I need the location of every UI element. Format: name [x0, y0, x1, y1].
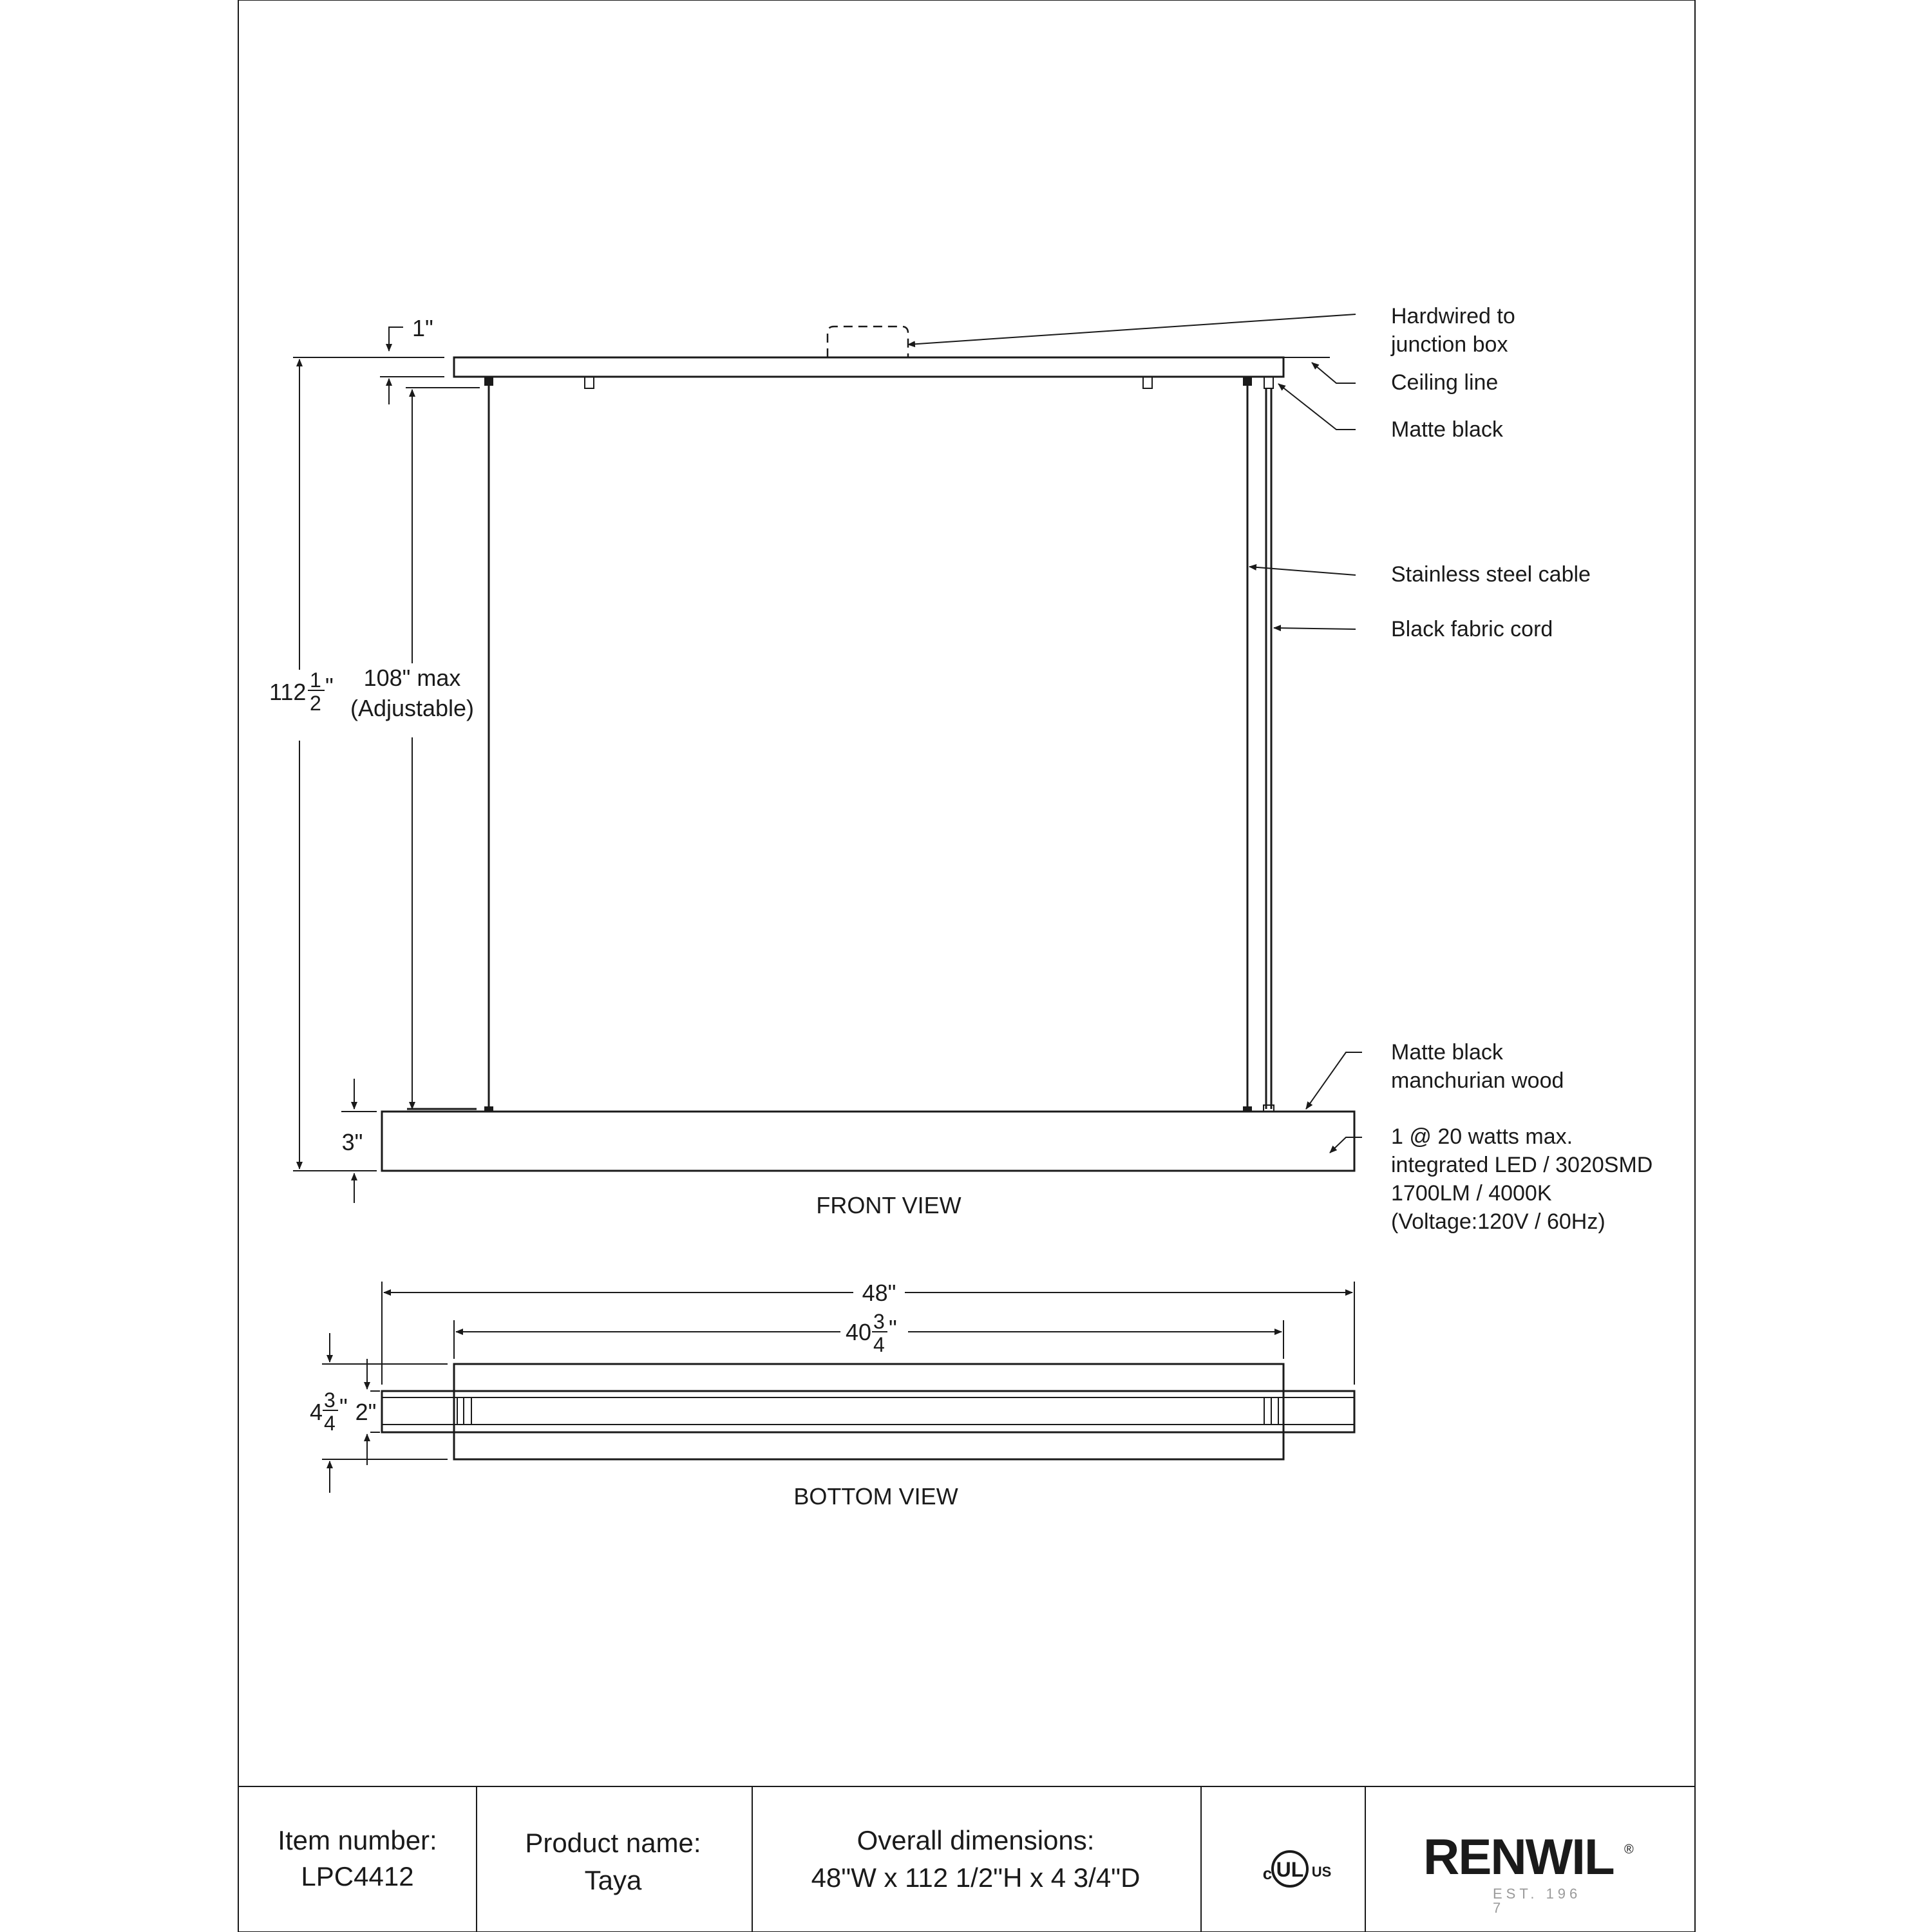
body-depth-dim: 2" [355, 1399, 377, 1425]
cable-length-dim: 108" max [363, 665, 461, 691]
canopy-width-unit: " [889, 1315, 897, 1341]
canopy-finish-callout: Matte black [1391, 417, 1503, 442]
led-spec-line1: 1 @ 20 watts max. [1391, 1124, 1573, 1149]
front-view-callouts [908, 304, 1653, 1234]
junction-box-callout-line2: junction box [1391, 332, 1508, 357]
led-spec-line3: 1700LM / 4000K [1391, 1181, 1552, 1206]
wood-finish-callout-line2: manchurian wood [1391, 1068, 1564, 1093]
body-height-dim: 3" [341, 1129, 363, 1155]
cord-callout: Black fabric cord [1391, 617, 1553, 641]
bottom-view-dimensions [310, 1280, 1354, 1493]
gripper-top-right [1243, 377, 1252, 386]
bottom-canopy [454, 1364, 1283, 1459]
bottom-view-label: BOTTOM VIEW [793, 1483, 958, 1510]
cul-us-certification-icon [1263, 1852, 1332, 1886]
canopy-width-whole: 40 [846, 1319, 872, 1345]
led-spec-line4: (Voltage:120V / 60Hz) [1391, 1209, 1605, 1234]
overall-height-denominator: 2 [310, 692, 321, 715]
junction-box-callout-line1: Hardwired to [1391, 304, 1515, 328]
overall-dimensions-label: Overall dimensions: [857, 1825, 1095, 1855]
depth-unit: " [339, 1394, 348, 1420]
page-border [238, 0, 1695, 1932]
gripper-top-left [484, 377, 493, 386]
canopy-tab-left [585, 377, 594, 388]
depth-denominator: 4 [324, 1412, 336, 1435]
canopy-tab-right [1143, 377, 1152, 388]
front-view-drawing [382, 327, 1354, 1171]
overall-dimensions-value: 48"W x 112 1/2"H x 4 3/4"D [811, 1862, 1141, 1893]
front-view-dimensions [269, 315, 480, 1203]
svg-text:UL: UL [1276, 1858, 1304, 1881]
overall-height-whole: 112 [269, 679, 307, 705]
overall-height-unit: " [325, 673, 334, 699]
svg-text:®: ® [1624, 1842, 1634, 1857]
depth-whole: 4 [310, 1399, 323, 1425]
overall-height-numerator: 1 [310, 668, 321, 692]
title-block [238, 1786, 1695, 1932]
bottom-view-drawing [382, 1364, 1354, 1459]
ceiling-line-callout: Ceiling line [1391, 370, 1499, 395]
product-name-value: Taya [584, 1865, 642, 1895]
renwil-logo [1423, 1828, 1634, 1916]
wood-finish-callout-line1: Matte black [1391, 1040, 1503, 1065]
canopy-width-denominator: 4 [873, 1333, 885, 1356]
svg-text:c: c [1262, 1864, 1273, 1883]
svg-text:EST. 196: EST. 196 [1493, 1886, 1582, 1902]
led-spec-line2: integrated LED / 3020SMD [1391, 1153, 1653, 1177]
stem-gap-dim: 1" [412, 315, 433, 341]
depth-numerator: 3 [324, 1388, 336, 1412]
overall-width-dim: 48" [862, 1280, 896, 1306]
cable-adjustable-note: (Adjustable) [350, 695, 475, 721]
item-number-label: Item number: [278, 1825, 437, 1855]
svg-text:RENWIL: RENWIL [1423, 1828, 1614, 1885]
item-number-value: LPC4412 [301, 1861, 414, 1891]
svg-text:7: 7 [1493, 1900, 1501, 1916]
front-view-label: FRONT VIEW [816, 1192, 961, 1218]
fixture-body [382, 1112, 1354, 1171]
svg-text:US: US [1311, 1864, 1332, 1880]
cable-callout: Stainless steel cable [1391, 562, 1591, 587]
cord-fitting-top [1264, 377, 1273, 388]
canopy-plate [454, 357, 1283, 377]
canopy-width-numerator: 3 [873, 1310, 885, 1333]
junction-box-outline [828, 327, 908, 357]
product-name-label: Product name: [525, 1828, 701, 1858]
